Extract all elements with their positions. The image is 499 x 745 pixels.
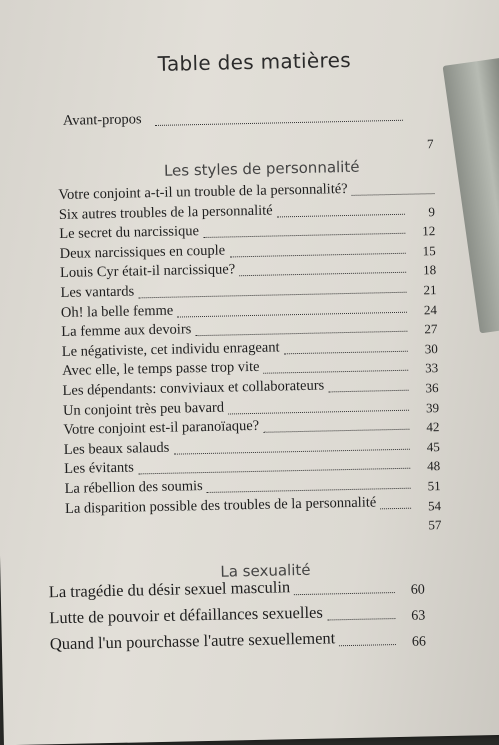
toc-entry-label: La disparition possible des troubles de la personnalité	[64, 494, 377, 517]
toc-entry-label: Avec elle, le temps passe trop vite	[61, 359, 260, 380]
section-heading: Les styles de personnalité	[163, 157, 360, 180]
toc-entry-label: Deux narcissiques en couple	[59, 242, 226, 262]
toc-entry-page: 39	[425, 399, 440, 415]
toc-entry-page: 48	[427, 458, 441, 474]
toc-entry-page: 51	[427, 478, 441, 494]
toc-entry-label: Les vantards	[60, 283, 135, 301]
toc-entry-page: 18	[422, 262, 437, 278]
toc-entry-label: Oh! la belle femme	[60, 302, 174, 321]
toc-entry-label: Votre conjoint est-il paranoïaque?	[63, 418, 260, 439]
toc-entry-page: 42	[426, 419, 440, 435]
toc-entry-page: 54	[427, 497, 442, 513]
toc-entry-label: Louis Cyr était-il narcissique?	[59, 261, 236, 282]
toc-entry-preface	[63, 104, 433, 134]
toc-entry-label: La rébellion des soumis	[64, 478, 203, 497]
toc-entry-label: La femme aux devoirs	[61, 321, 192, 341]
toc-entry	[49, 602, 425, 632]
toc-entry-label: Les dépendants: conviviaux et collaborateurs	[62, 377, 325, 399]
toc-entry-page: 57	[428, 517, 442, 533]
toc-entry-page: 15	[422, 242, 436, 259]
toc-entry-page: 45	[426, 438, 440, 455]
toc-entry-label: Les beaux salauds	[63, 439, 170, 458]
toc-entry	[49, 576, 425, 606]
toc-entry-label: Votre conjoint a-t-il un trouble de la personnalité?	[58, 180, 348, 204]
toc-entry	[50, 628, 426, 658]
toc-entry-label: Le négativiste, cet individu enrageant	[61, 339, 280, 360]
toc-entry-page: 9	[428, 203, 436, 219]
toc-entry-preface-page	[63, 130, 433, 160]
toc-entry-label: Avant-propos	[62, 111, 142, 129]
toc-entry-page: 60	[410, 582, 425, 598]
toc-entry-label: Lutte de pouvoir et défaillances sexuelles	[49, 602, 323, 628]
toc-entry-page: 27	[424, 321, 438, 337]
toc-entry-page: 33	[425, 360, 439, 376]
toc-list-personality	[58, 177, 498, 533]
toc-entry-page: 66	[411, 634, 427, 650]
page-title: Table des matières	[157, 47, 352, 76]
toc-entry-page: 30	[424, 340, 438, 357]
toc-entry-page: 63	[411, 608, 426, 624]
toc-entry-label: Le secret du narcissique	[59, 223, 200, 243]
section-heading: La sexualité	[220, 560, 311, 581]
toc-entry-page: 21	[423, 282, 437, 298]
toc-entry-label: La tragédie du désir sexuel masculin	[48, 577, 291, 602]
toc-entry-label: Six autres troubles de la personnalité	[58, 202, 273, 223]
toc-entry-label: Quand l'un pourchasse l'autre sexuellement	[49, 628, 336, 654]
toc-entry-page: 12	[422, 223, 436, 239]
toc-entry-page: 24	[423, 301, 438, 317]
toc-entry-page: 36	[425, 380, 439, 396]
toc-entry-label: Les évitants	[64, 459, 135, 478]
toc-entry-label: Un conjoint très peu bavard	[62, 399, 225, 419]
toc-entry-page: 7	[426, 136, 434, 152]
